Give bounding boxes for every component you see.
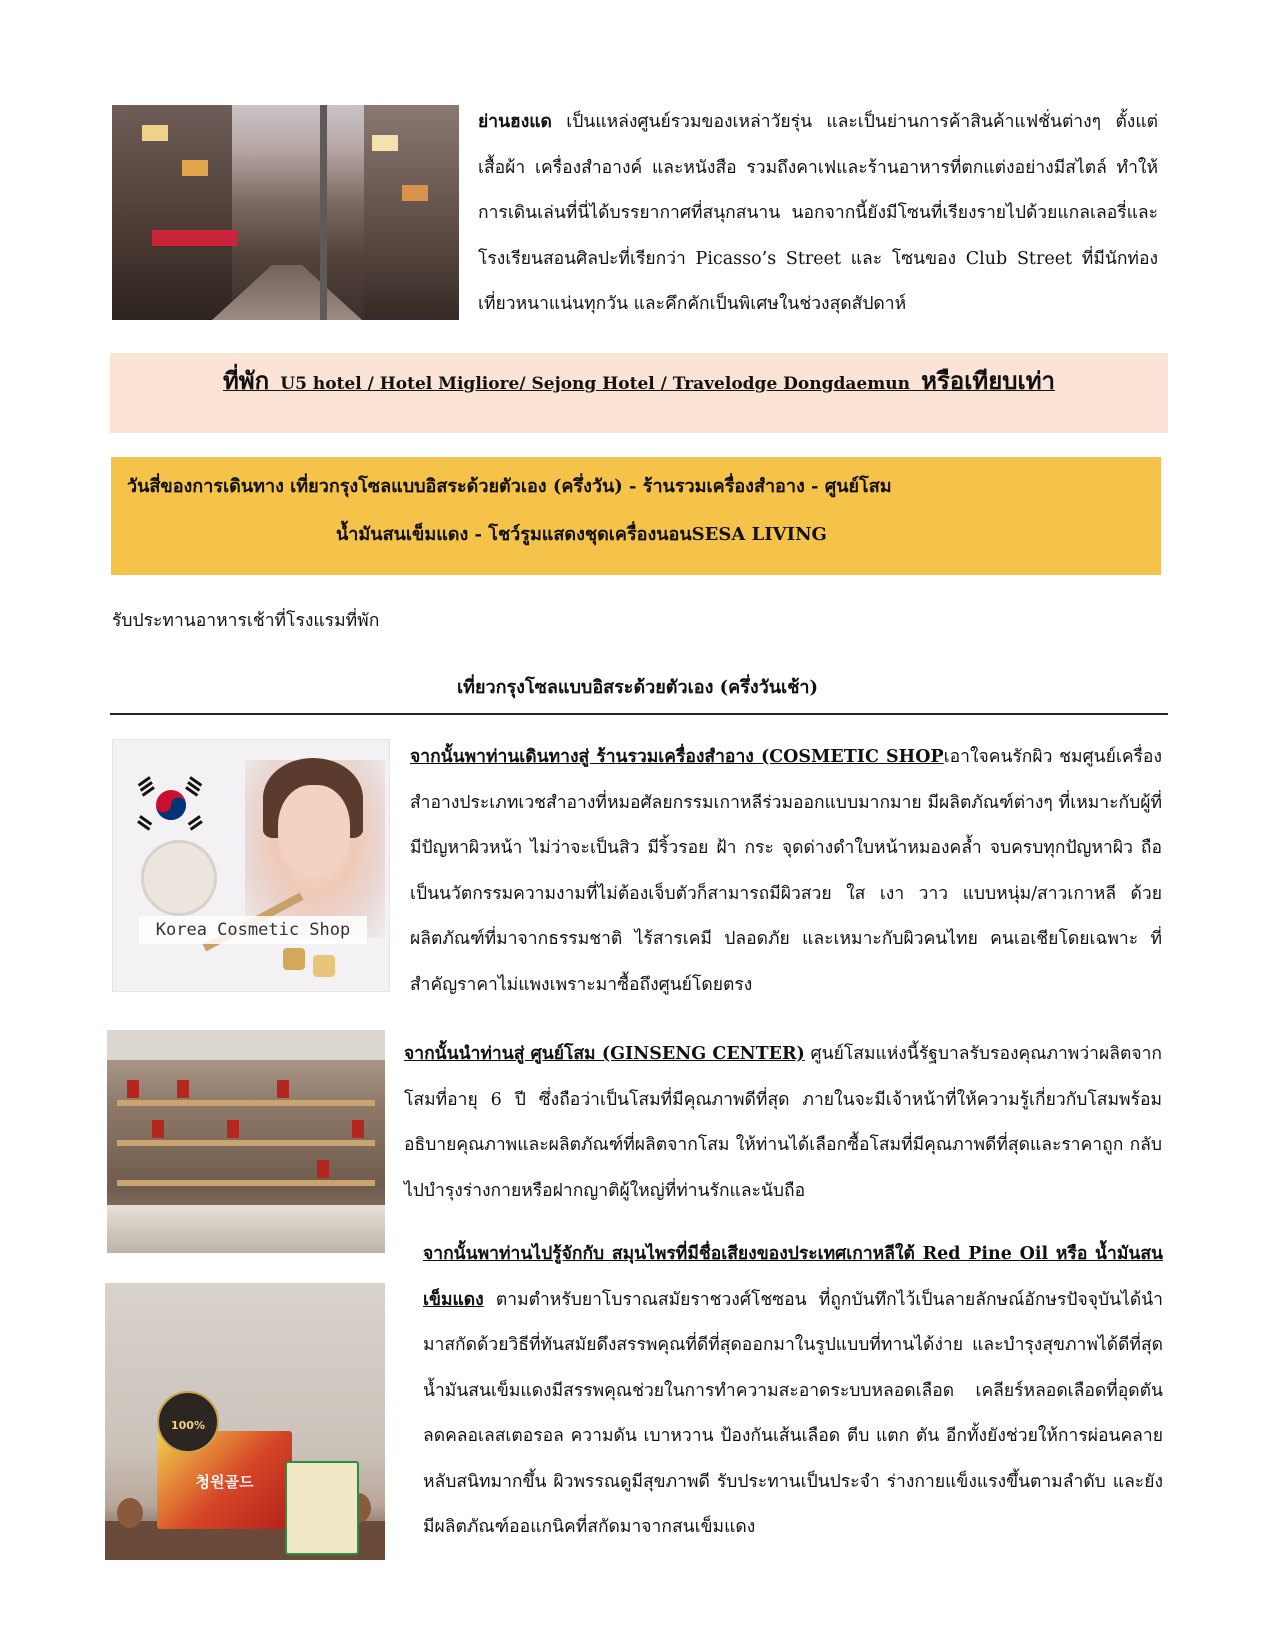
pine-badge-label: 100% <box>171 1419 205 1432</box>
hongdae-street-photo <box>112 105 459 320</box>
day-header-line1: วันสี่ของการเดินทาง เที่ยวกรุงโซลแบบอิสระด้วยตัวเอง (ครึ่งวัน) - ร้านรวมเครื่องสำอาง - ศูนย์โสม <box>127 476 892 497</box>
section-title: เที่ยวกรุงโซลแบบอิสระด้วยตัวเอง (ครึ่งวันเช้า) <box>456 677 819 698</box>
accommodation-band <box>110 353 1168 433</box>
ginseng-body: ศูนย์โสมแห่งนี้รัฐบาลรับรองคุณภาพว่าผลิตจากโสมที่อายุ 6 ปี ซึ่งถือว่าเป็นโสมที่มีคุณภาพดีที่สุด ภายในจะมีเจ้าหน้าที่ให้ความรู้เกี่ยวกับโสมพร้อมอธิบายคุณภาพและผลิตภัณฑ์ที่ผลิตจากโสม ให้ท่านได้เลือกซื้อโสมที่มีคุณภาพดีที่สุดและราคาถูก กลับไปบำรุงร่างกายหรือฝากญาติผู้ใหญ่ที่ท่านรักและนับถือ <box>404 1044 1163 1201</box>
pine-oil-heading: จากนั้นพาท่านไปรู้จักกับ สมุนไพรที่มีชื่อเสียงของประเทศเกาหลีใต้ Red Pine Oil หรือ น้ำมันสนเข็มแดง <box>423 1244 1163 1310</box>
day-header-line2: น้ำมันสนเข็มแดง - โชว์รูมแสดงชุดเครื่องนอนSESA LIVING <box>336 524 827 545</box>
cosmetic-body: เอาใจคนรักผิว ชมศูนย์เครื่องสำอางประเภทเวชสำอางที่หมอศัลยกรรมเกาหลีร่วมออกแบบมากมาย มีผลิตภัณฑ์ต่างๆ ที่เหมาะกับผู้ที่มีปัญหาผิวหน้า ไม่ว่าจะเป็นสิว มีริ้วรอย ฝ้า กระ จุดด่างดำใบหน้าหมองคล้ำ จบครบทุกปัญหาผิว ถือเป็นนวัตกรรมความงามที่ไม่ต้องเจ็บตัวก็สามารถมีผิวสวย ใส เงา วาว แบบหนุ่ม/สาวเกาหลี ด้วยผลิตภัณฑ์ที่มาจากธรรมชาติ ไร้สารเคมี ปลอดภัย และเหมาะกับผิวคนไทย คนเอเชียโดยเฉพาะ ที่สำคัญราคาไม่แพงเพราะมาซื้อถึงศูนย์โดยตรง <box>410 747 1162 995</box>
cosmetic-shop-image <box>112 739 390 992</box>
cosmetic-description <box>410 735 1162 1008</box>
hongdae-description <box>478 100 1158 328</box>
breakfast-note: รับประทานอาหารเช้าที่โรงแรมที่พัก <box>112 611 380 631</box>
day-header-band <box>111 457 1161 575</box>
cosmetic-image-caption: Korea Cosmetic Shop <box>139 916 367 944</box>
cosmetic-heading: จากนั้นพาท่านเดินทางสู่ ร้านรวมเครื่องสำอาง (COSMETIC SHOP <box>410 747 944 767</box>
korea-flag-icon <box>131 772 211 838</box>
ginseng-heading: จากนั้นนำท่านสู่ ศูนย์โสม (GINSENG CENTER) <box>404 1044 805 1064</box>
red-pine-oil-product-image <box>105 1283 385 1560</box>
hongdae-title: ย่านฮงแด <box>478 112 552 132</box>
accommodation-line <box>110 361 1168 400</box>
pine-product-brand: 청원골드 <box>195 1473 254 1491</box>
hongdae-body: เป็นแหล่งศูนย์รวมของเหล่าวัยรุ่น และเป็นย่านการค้าสินค้าแฟชั่นต่างๆ ตั้งแต่เสื้อผ้า เครื่องสำอางค์ และหนังสือ รวมถึงคาเฟและร้านอาหารที่ตกแต่งอย่างมีสไตล์ ทำให้การเดินเล่นที่นี่ได้บรรยากาศที่สนุกสนาน นอกจากนี้ยังมีโซนที่เรียงรายไปด้วยแกลเลอรี่และโรงเรียนสอนศิลปะที่เรียกว่า Picasso’s Street และ โซนของ Club Street ที่มีนักท่องเที่ยวหนาแน่นทุกวัน และคึกคักเป็นพิเศษในช่วงสุดสัปดาห์ <box>478 112 1158 314</box>
pine-oil-body: ตามตำหรับยาโบราณสมัยราชวงศ์โชซอน ที่ถูกบันทึกไว้เป็นลายลักษณ์อักษรปัจจุบันได้นำมาสกัดด้วยวิธีที่ทันสมัยดึงสรรพคุณที่ดีที่สุดออกมาในรูปแบบที่ทานได้ง่าย และบำรุงสุขภาพได้ดีที่สุด น้ำมันสนเข็มแดงมีสรรพคุณช่วยในการทำความสะอาดระบบหลอดเลือด เคลียร์หลอดเลือดที่อุดตัน ลดคลอเลสเตอรอล ความดัน เบาหวาน ป้องกันเส้นเลือด ตีบ แตก ตัน อีกทั้งยังช่วยให้การผ่อนคลาย หลับสนิทมากขึ้น ผิวพรรณดูมีสุขภาพดี รับประทานเป็นประจำ ร่างกายแข็งแรงขึ้นตามลำดับ และยังมีผลิตภัณฑ์ออแกนิคที่สกัดมาจากสนเข็มแดง <box>423 1289 1163 1537</box>
accommodation-label: ที่พัก <box>222 366 270 395</box>
ginseng-description <box>404 1032 1162 1214</box>
ginseng-center-photo <box>107 1030 385 1253</box>
accommodation-suffix: หรือเทียบเท่า <box>921 366 1056 395</box>
accommodation-hotels: U5 hotel / Hotel Migliore/ Sejong Hotel / Travelodge Dongdaemun <box>280 374 910 394</box>
pine-oil-description <box>423 1232 1163 1551</box>
section-divider <box>110 713 1168 715</box>
